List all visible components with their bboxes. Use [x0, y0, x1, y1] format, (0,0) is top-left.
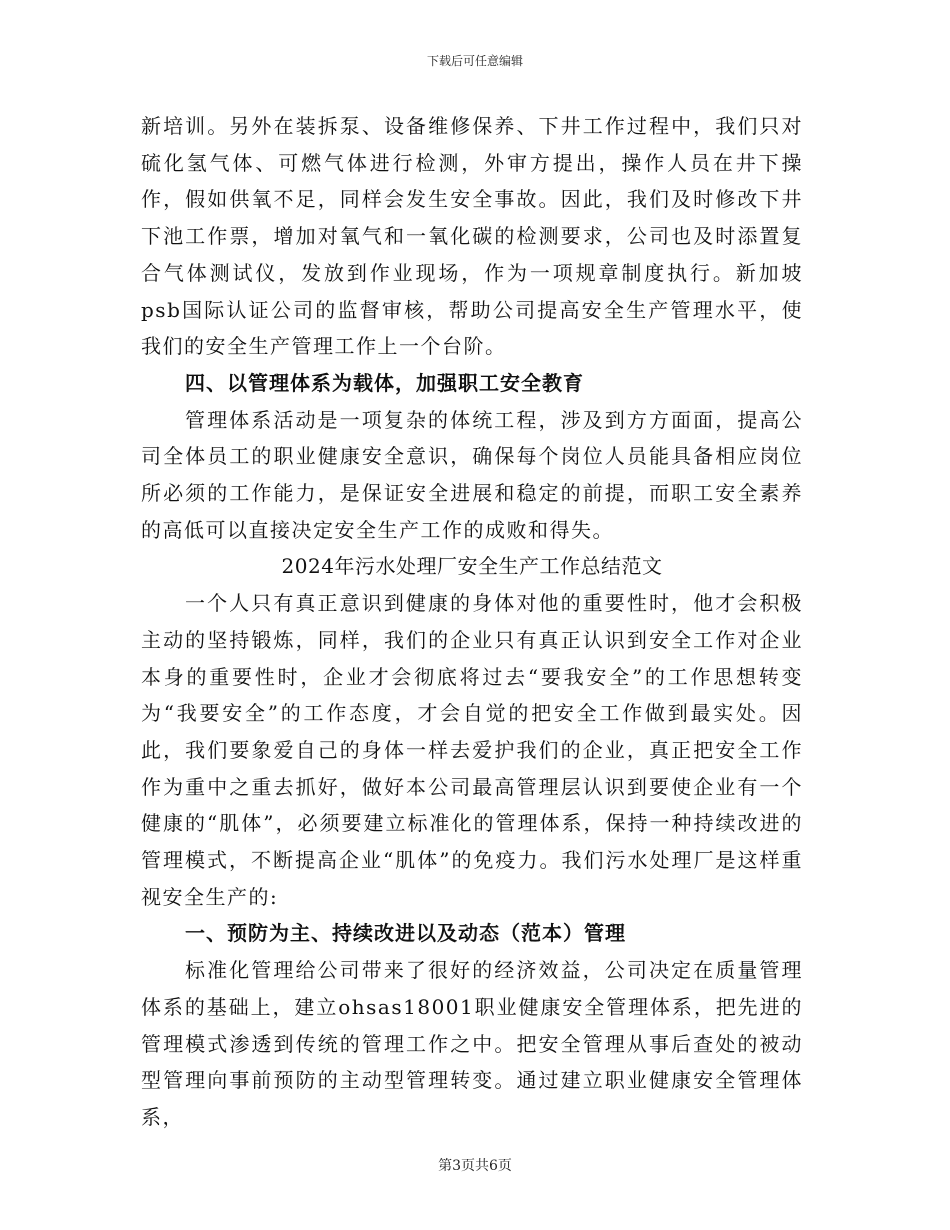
section-heading-four: 四、以管理体系为载体，加强职工安全教育 [185, 370, 584, 395]
paragraph-continued-training: 新培训。另外在装拆泵、设备维修保养、下井工作过程中，我们只对硫化氢气体、可燃气体进行检测，外审方提出，操作人员在井下操作，假如供氧不足，同样会发生安全事故。因此，我们及时修改下井下池工作票，增加对氧气和一氧化碳的检测要求，公司也及时添置复合气体测试仪，发放到作业现场，作为一项规章制度执行。新加坡psb国际认证公司的监督审核，帮助公司提高安全生产管理水平，使我们的安全生产管理工作上一个台阶。 [141, 114, 803, 359]
section-heading-one: 一、预防为主、持续改进以及动态（范本）管理 [185, 921, 626, 946]
page-number: 第3页共6页 [438, 1158, 512, 1174]
page-header-note: 下载后可任意编辑 [426, 54, 523, 68]
paragraph-health-analogy: 一个人只有真正意识到健康的身体对他的重要性时，他才会积极主动的坚持锻炼，同样，我们的企业只有真正认识到安全工作对企业本身的重要性时，企业才会彻底将过去“要我安全”的工作思想转变为“我要安全”的工作态度，才会自觉的把安全工作做到最实处。因此，我们要象爱自己的身体一样去爱护我们的企业，真正把安全工作作为重中之重去抓好，做好本公司最高管理层认识到要使企业有一个健康的“肌体”，必须要建立标准化的管理体系，保持一种持续改进的管理模式，不断提高企业“肌体”的免疫力。我们污水处理厂是这样重视安全生产的: [141, 591, 803, 909]
paragraph-standardized-management: 标准化管理给公司带来了很好的经济效益，公司决定在质量管理体系的基础上，建立ohsas18001职业健康安全管理体系，把先进的管理模式渗透到传统的管理工作之中。把安全管理从事后查处的被动型管理向事前预防的主动型管理转变。通过建立职业健康安全管理体系， [141, 958, 803, 1129]
paragraph-management-system: 管理体系活动是一项复杂的体统工程，涉及到方方面面，提高公司全体员工的职业健康安全意识，确保每个岗位人员能具备相应岗位所必须的工作能力，是保证安全进展和稳定的前提，而职工安全素养的高低可以直接决定安全生产工作的成败和得失。 [141, 407, 803, 542]
document-body [141, 108, 803, 1136]
document-title: 2024年污水处理厂安全生产工作总结范文 [281, 554, 663, 579]
